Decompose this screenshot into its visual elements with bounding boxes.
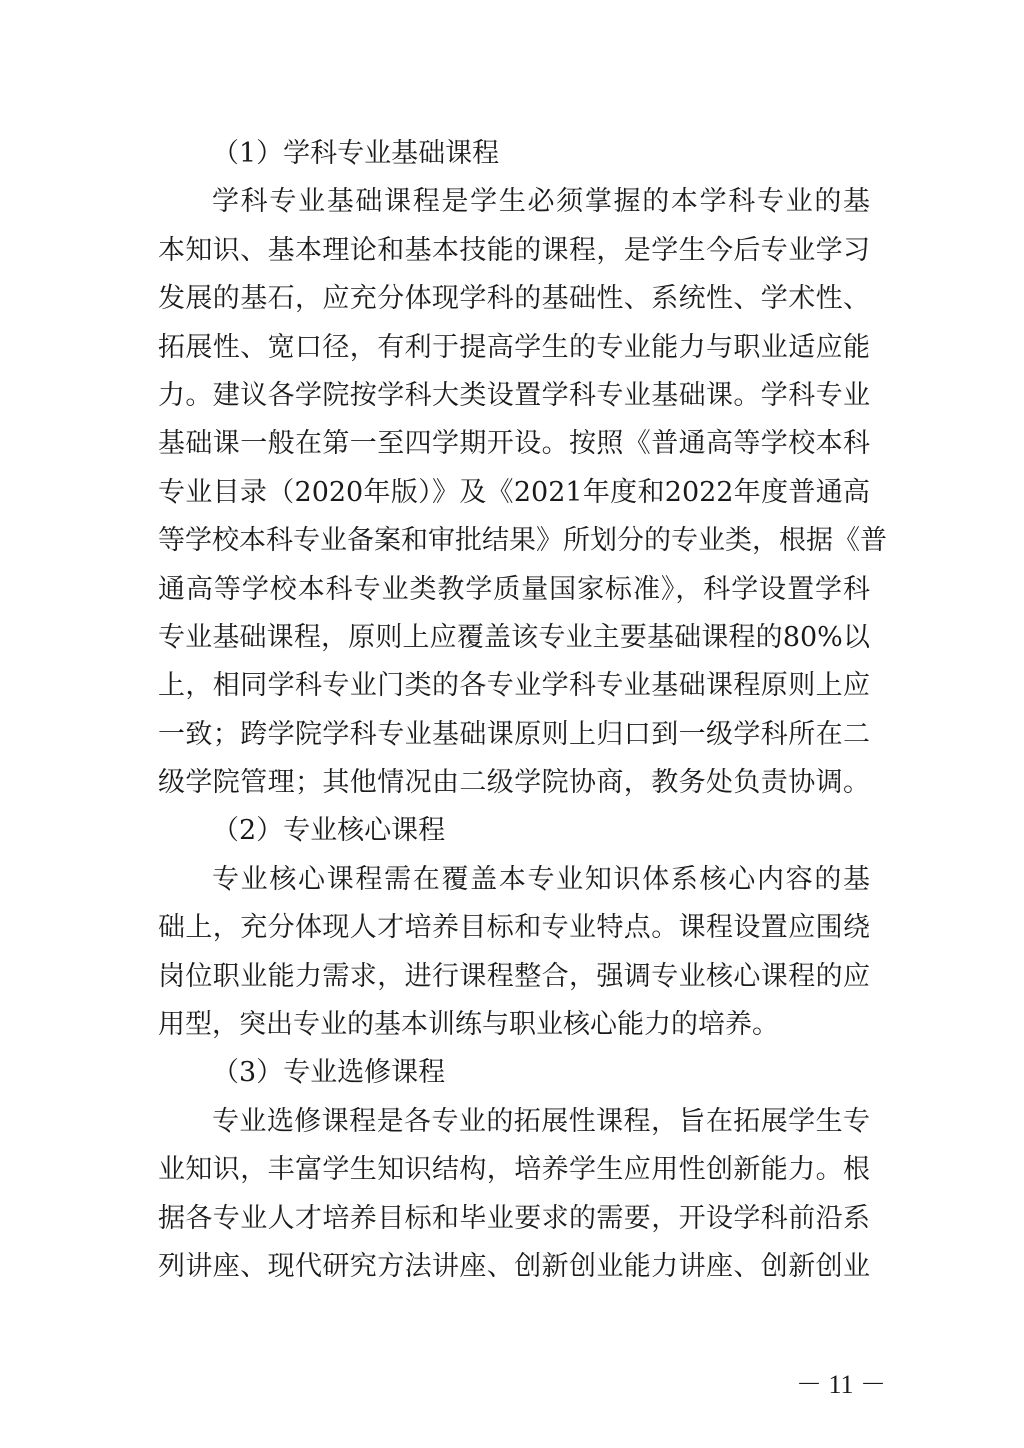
paragraph-line: 上，相同学科专业门类的各专业学科专业基础课程原则上应 — [158, 670, 870, 702]
paragraph-line: 学科专业基础课程是学生必须掌握的本学科专业的基 — [212, 186, 870, 218]
paragraph-line: 专业基础课程，原则上应覆盖该专业主要基础课程的80%以 — [158, 621, 870, 653]
paragraph-line: 等学校本科专业备案和审批结果》所划分的专业类，根据《普 — [158, 525, 887, 557]
paragraph-line: 拓展性、宽口径，有利于提高学生的专业能力与职业适应能 — [158, 331, 870, 363]
section-heading-1: （1）学科专业基础课程 — [212, 138, 500, 169]
paragraph-line: 级学院管理；其他情况由二级学院协商，教务处负责协调。 — [158, 767, 870, 799]
paragraph-line: 业知识，丰富学生知识结构，培养学生应用性创新能力。根 — [158, 1154, 870, 1186]
paragraph-line: 基础课一般在第一至四学期开设。按照《普通高等学校本科 — [158, 428, 870, 460]
paragraph-line: 一致；跨学院学科专业基础课原则上归口到一级学科所在二 — [158, 718, 870, 750]
section-heading-3: （3）专业选修课程 — [212, 1057, 446, 1089]
page-number: － 11 － — [796, 1370, 887, 1399]
paragraph-line: 据各专业人才培养目标和毕业要求的需要，开设学科前沿系 — [158, 1202, 870, 1234]
paragraph-line: 通高等学校本科专业类教学质量国家标准》，科学设置学科 — [158, 573, 870, 605]
paragraph-line: 列讲座、现代研究方法讲座、创新创业能力讲座、创新创业 — [158, 1250, 870, 1282]
paragraph-line: 岗位职业能力需求，进行课程整合，强调专业核心课程的应 — [158, 960, 870, 992]
paragraph-line: 本知识、基本理论和基本技能的课程，是学生今后专业学习 — [158, 234, 870, 266]
paragraph-line: 专业核心课程需在覆盖本专业知识体系核心内容的基 — [212, 863, 870, 895]
paragraph-line: 专业选修课程是各专业的拓展性课程，旨在拓展学生专 — [212, 1105, 870, 1137]
paragraph-line: 力。建议各学院按学科大类设置学科专业基础课。学科专业 — [158, 379, 870, 411]
paragraph-line: 发展的基石，应充分体现学科的基础性、系统性、学术性、 — [158, 283, 870, 315]
section-heading-2: （2）专业核心课程 — [212, 815, 446, 847]
paragraph-line: 专业目录（2020年版）》及《2021年度和2022年度普通高 — [158, 476, 870, 508]
paragraph-line: 用型，突出专业的基本训练与职业核心能力的培养。 — [158, 1009, 779, 1041]
paragraph-line: 础上，充分体现人才培养目标和专业特点。课程设置应围绕 — [158, 912, 870, 944]
document-body — [158, 130, 887, 1291]
